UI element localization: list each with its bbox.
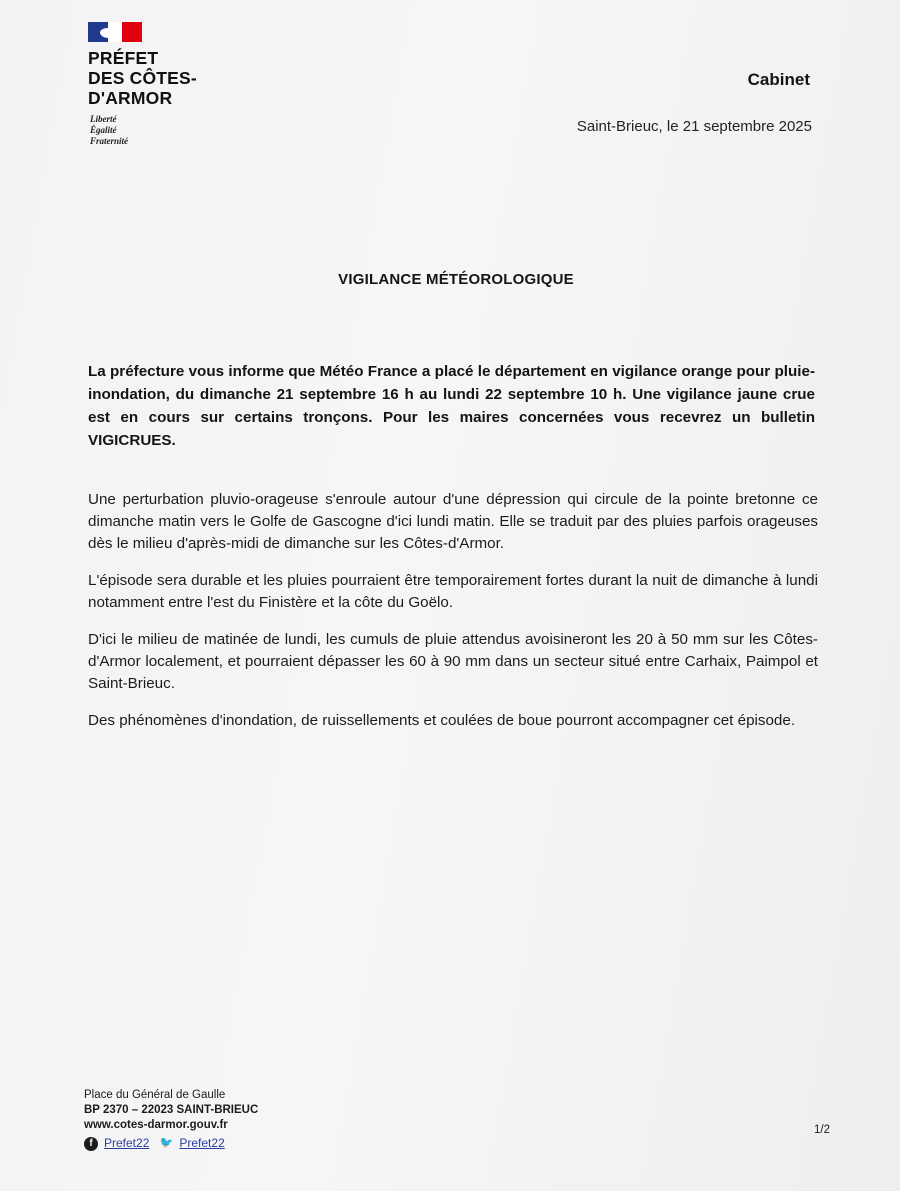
service-name: Cabinet <box>747 70 810 89</box>
body-text <box>88 489 818 747</box>
prefet-line-2: DES CÔTES- <box>88 68 197 88</box>
footer-website: www.cotes-darmor.gouv.fr <box>84 1119 228 1131</box>
footer <box>84 1088 258 1151</box>
footer-address-line-2: BP 2370 – 22023 SAINT-BRIEUC <box>84 1104 259 1116</box>
place-date: Saint-Brieuc, le 21 septembre 2025 <box>576 118 812 135</box>
marianne-flag-logo <box>88 22 144 42</box>
page-number: 1/2 <box>814 1124 830 1136</box>
footer-social <box>84 1136 258 1151</box>
motto-fraternite: Fraternité <box>90 136 129 146</box>
prefet-line-1: PRÉFET <box>88 48 159 68</box>
lead-paragraph: La préfecture vous informe que Météo France a placé le département en vigilance orange pour pluie-inondation, du dimanche 21 septembre 16 h au lundi 22 septembre 10 h. Une vigilance jaune crue est en cours sur certains tronçons. Pour les maires concernées vous recevrez un bulletin VIGICRUES. <box>88 363 815 449</box>
body-paragraph-2: L'épisode sera durable et les pluies pourraient être temporairement fortes durant la nuit de dimanche à lundi notamment entre l'est du Finistère et la côte du Goëlo. <box>88 572 818 611</box>
prefet-line-3: D'ARMOR <box>88 88 173 108</box>
body-paragraph-4: Des phénomènes d'inondation, de ruissellements et coulées de boue pourront accompagner cet épisode. <box>88 712 796 729</box>
motto-egalite: Égalité <box>90 125 117 135</box>
twitter-icon: 🐦 <box>159 1137 174 1149</box>
facebook-icon: f <box>84 1137 98 1151</box>
flag-red-band <box>122 22 142 42</box>
body-paragraph-3: D'ici le milieu de matinée de lundi, les cumuls de pluie attendus avoisineront les 20 à 50 mm sur les Côtes-d'Armor localement, et pourraient dépasser les 60 à 90 mm dans un secteur situé entre Carhaix, Paimpol et Saint-Brieuc. <box>88 631 818 692</box>
facebook-link[interactable]: Prefet22 <box>104 1136 150 1150</box>
republic-motto <box>90 114 128 147</box>
prefet-block <box>88 48 197 108</box>
flag-white-band <box>108 22 122 42</box>
motto-liberte: Liberté <box>90 114 117 124</box>
body-paragraph-1: Une perturbation pluvio-orageuse s'enroule autour d'une dépression qui circule de la pointe bretonne ce dimanche matin vers le Golfe de Gascogne d'ici lundi matin. Elle se traduit par des pluies parfois orageuses dès le milieu d'après-midi de dimanche sur les Côtes-d'Armor. <box>88 491 818 552</box>
twitter-link[interactable]: Prefet22 <box>179 1136 225 1150</box>
document-title: VIGILANCE MÉTÉOROLOGIQUE <box>338 271 574 288</box>
footer-address-line-1: Place du Général de Gaulle <box>84 1089 226 1101</box>
